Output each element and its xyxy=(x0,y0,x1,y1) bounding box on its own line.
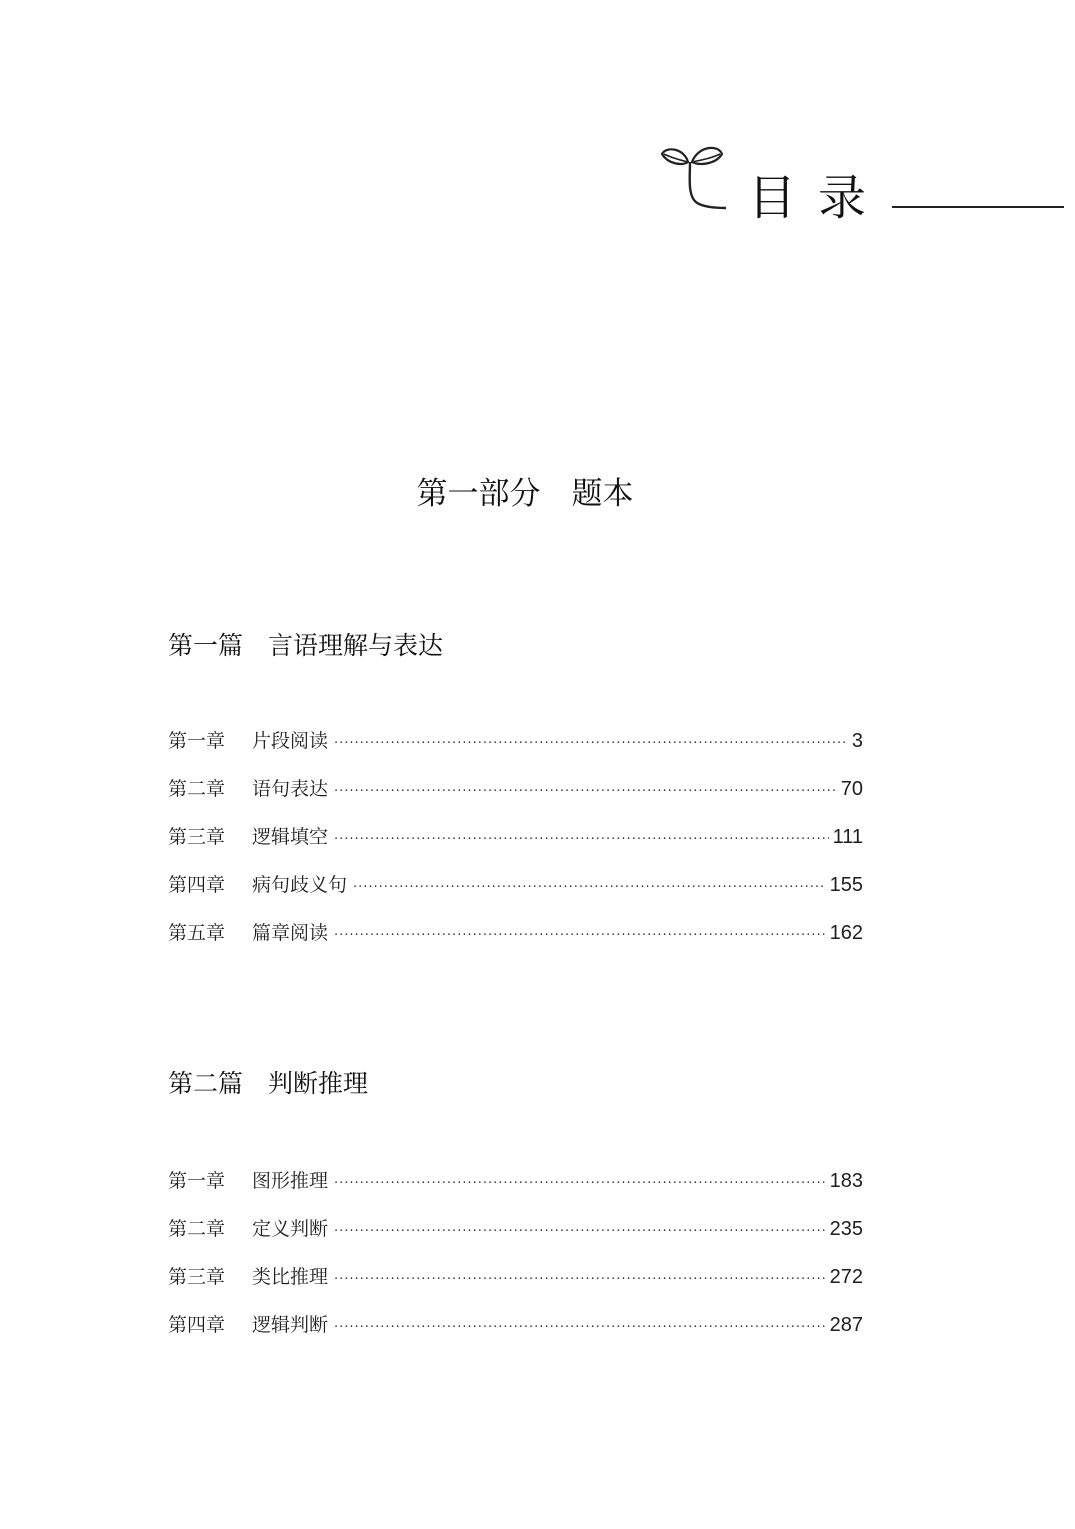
sprout-icon xyxy=(660,142,730,212)
toc-page-number: 272 xyxy=(829,1266,863,1288)
toc-entry[interactable] xyxy=(168,871,863,919)
toc-leader-dots xyxy=(334,1314,826,1342)
toc-chapter-name: 定义判断 xyxy=(252,1218,329,1240)
toc-leader-dots xyxy=(334,730,848,758)
section-title-1: 第一篇 言语理解与表达 xyxy=(168,631,444,660)
toc-chapter-label: 第四章 xyxy=(168,874,226,896)
toc-entry[interactable] xyxy=(168,1311,863,1359)
toc-chapter-label: 第二章 xyxy=(168,1218,226,1240)
toc-chapter-label: 第五章 xyxy=(168,922,226,944)
section-title-2: 第二篇 判断推理 xyxy=(168,1069,369,1098)
toc-chapter-name: 片段阅读 xyxy=(252,730,329,752)
toc-list-section-2 xyxy=(168,1167,863,1359)
toc-chapter-label: 第二章 xyxy=(168,778,226,800)
toc-leader-dots xyxy=(353,874,826,902)
toc-entry[interactable] xyxy=(168,1263,863,1311)
toc-leader-dots xyxy=(334,1266,826,1294)
toc-chapter-label: 第一章 xyxy=(168,730,226,752)
title-divider xyxy=(892,206,1064,208)
toc-chapter-name: 逻辑填空 xyxy=(252,826,329,848)
toc-chapter-name: 语句表达 xyxy=(252,778,329,800)
toc-leader-dots xyxy=(334,826,829,854)
toc-page-number: 162 xyxy=(829,922,863,944)
toc-page-number: 287 xyxy=(829,1314,863,1336)
toc-chapter-name: 逻辑判断 xyxy=(252,1314,329,1336)
toc-list-section-1 xyxy=(168,727,863,967)
toc-leader-dots xyxy=(334,778,837,806)
toc-page-number: 183 xyxy=(829,1170,863,1192)
toc-page-number: 111 xyxy=(832,826,863,848)
toc-leader-dots xyxy=(334,922,826,950)
part-title: 第一部分 题本 xyxy=(416,476,634,512)
toc-chapter-name: 篇章阅读 xyxy=(252,922,329,944)
toc-chapter-name: 图形推理 xyxy=(252,1170,329,1192)
toc-page-number: 70 xyxy=(840,778,863,800)
toc-header xyxy=(660,140,1070,240)
toc-chapter-name: 类比推理 xyxy=(252,1266,329,1288)
page-title: 目录 xyxy=(748,170,889,226)
toc-entry[interactable] xyxy=(168,1167,863,1215)
toc-entry[interactable] xyxy=(168,727,863,775)
toc-leader-dots xyxy=(334,1218,826,1246)
toc-entry[interactable] xyxy=(168,775,863,823)
toc-page-number: 3 xyxy=(851,730,863,752)
toc-page-number: 235 xyxy=(829,1218,863,1240)
toc-entry[interactable] xyxy=(168,1215,863,1263)
toc-entry[interactable] xyxy=(168,919,863,967)
toc-chapter-label: 第一章 xyxy=(168,1170,226,1192)
toc-chapter-label: 第三章 xyxy=(168,826,226,848)
toc-page-number: 155 xyxy=(829,874,863,896)
toc-leader-dots xyxy=(334,1170,826,1198)
toc-chapter-name: 病句歧义句 xyxy=(252,874,348,896)
toc-chapter-label: 第三章 xyxy=(168,1266,226,1288)
toc-entry[interactable] xyxy=(168,823,863,871)
toc-chapter-label: 第四章 xyxy=(168,1314,226,1336)
